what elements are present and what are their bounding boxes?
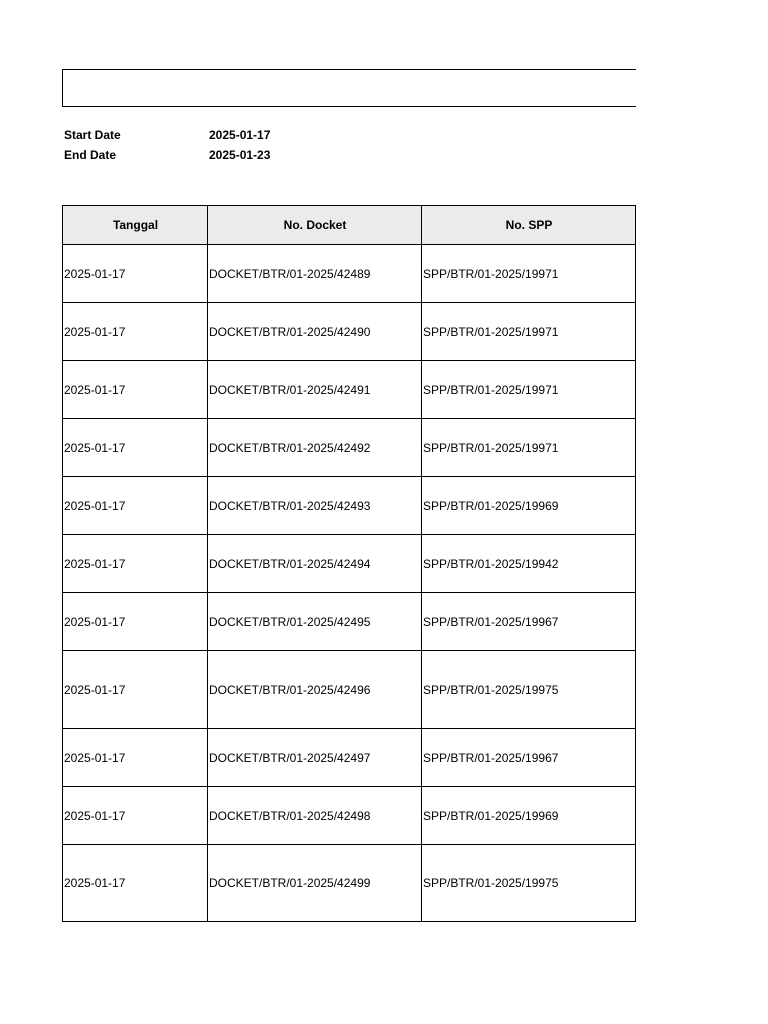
cell-tanggal: 2025-01-17 bbox=[63, 593, 208, 651]
cell-no-docket: DOCKET/BTR/01-2025/42491 bbox=[208, 361, 422, 419]
cell-tanggal: 2025-01-17 bbox=[63, 845, 208, 922]
column-header-tanggal: Tanggal bbox=[63, 206, 208, 245]
table-row bbox=[63, 245, 636, 303]
cell-no-docket: DOCKET/BTR/01-2025/42495 bbox=[208, 593, 422, 651]
table-row bbox=[63, 729, 636, 787]
cell-tanggal: 2025-01-17 bbox=[63, 729, 208, 787]
table-row bbox=[63, 477, 636, 535]
cell-tanggal: 2025-01-17 bbox=[63, 535, 208, 593]
cell-tanggal: 2025-01-17 bbox=[63, 245, 208, 303]
table-row bbox=[63, 593, 636, 651]
end-date-value: 2025-01-23 bbox=[209, 148, 271, 162]
cell-no-docket: DOCKET/BTR/01-2025/42498 bbox=[208, 787, 422, 845]
report-title-box bbox=[62, 69, 636, 107]
cell-tanggal: 2025-01-17 bbox=[63, 303, 208, 361]
date-filter-block bbox=[64, 127, 409, 167]
column-header-no-docket: No. Docket bbox=[208, 206, 422, 245]
table-row bbox=[63, 651, 636, 729]
cell-no-docket: DOCKET/BTR/01-2025/42497 bbox=[208, 729, 422, 787]
cell-tanggal: 2025-01-17 bbox=[63, 361, 208, 419]
cell-no-spp: SPP/BTR/01-2025/19967 bbox=[422, 729, 636, 787]
cell-no-docket: DOCKET/BTR/01-2025/42496 bbox=[208, 651, 422, 729]
cell-no-docket: DOCKET/BTR/01-2025/42499 bbox=[208, 845, 422, 922]
cell-no-docket: DOCKET/BTR/01-2025/42490 bbox=[208, 303, 422, 361]
table-row bbox=[63, 787, 636, 845]
table-row bbox=[63, 845, 636, 922]
cell-no-spp: SPP/BTR/01-2025/19971 bbox=[422, 361, 636, 419]
cell-tanggal: 2025-01-17 bbox=[63, 419, 208, 477]
cell-no-spp: SPP/BTR/01-2025/19975 bbox=[422, 651, 636, 729]
table-row bbox=[63, 535, 636, 593]
cell-no-docket: DOCKET/BTR/01-2025/42494 bbox=[208, 535, 422, 593]
table-header-row bbox=[63, 206, 636, 245]
column-header-no-spp: No. SPP bbox=[422, 206, 636, 245]
cell-no-spp: SPP/BTR/01-2025/19971 bbox=[422, 303, 636, 361]
cell-no-spp: SPP/BTR/01-2025/19975 bbox=[422, 845, 636, 922]
table-row bbox=[63, 361, 636, 419]
cell-tanggal: 2025-01-17 bbox=[63, 651, 208, 729]
cell-tanggal: 2025-01-17 bbox=[63, 787, 208, 845]
cell-tanggal: 2025-01-17 bbox=[63, 477, 208, 535]
cell-no-spp: SPP/BTR/01-2025/19967 bbox=[422, 593, 636, 651]
table-row bbox=[63, 419, 636, 477]
cell-no-docket: DOCKET/BTR/01-2025/42489 bbox=[208, 245, 422, 303]
table-row bbox=[63, 303, 636, 361]
cell-no-spp: SPP/BTR/01-2025/19942 bbox=[422, 535, 636, 593]
cell-no-spp: SPP/BTR/01-2025/19971 bbox=[422, 419, 636, 477]
start-date-value: 2025-01-17 bbox=[209, 128, 271, 142]
docket-table bbox=[62, 205, 636, 922]
cell-no-spp: SPP/BTR/01-2025/19969 bbox=[422, 787, 636, 845]
cell-no-docket: DOCKET/BTR/01-2025/42492 bbox=[208, 419, 422, 477]
start-date-label: Start Date bbox=[64, 128, 121, 142]
cell-no-spp: SPP/BTR/01-2025/19969 bbox=[422, 477, 636, 535]
start-date-row bbox=[64, 127, 409, 147]
end-date-label: End Date bbox=[64, 148, 117, 162]
end-date-row bbox=[64, 147, 409, 167]
cell-no-docket: DOCKET/BTR/01-2025/42493 bbox=[208, 477, 422, 535]
cell-no-spp: SPP/BTR/01-2025/19971 bbox=[422, 245, 636, 303]
